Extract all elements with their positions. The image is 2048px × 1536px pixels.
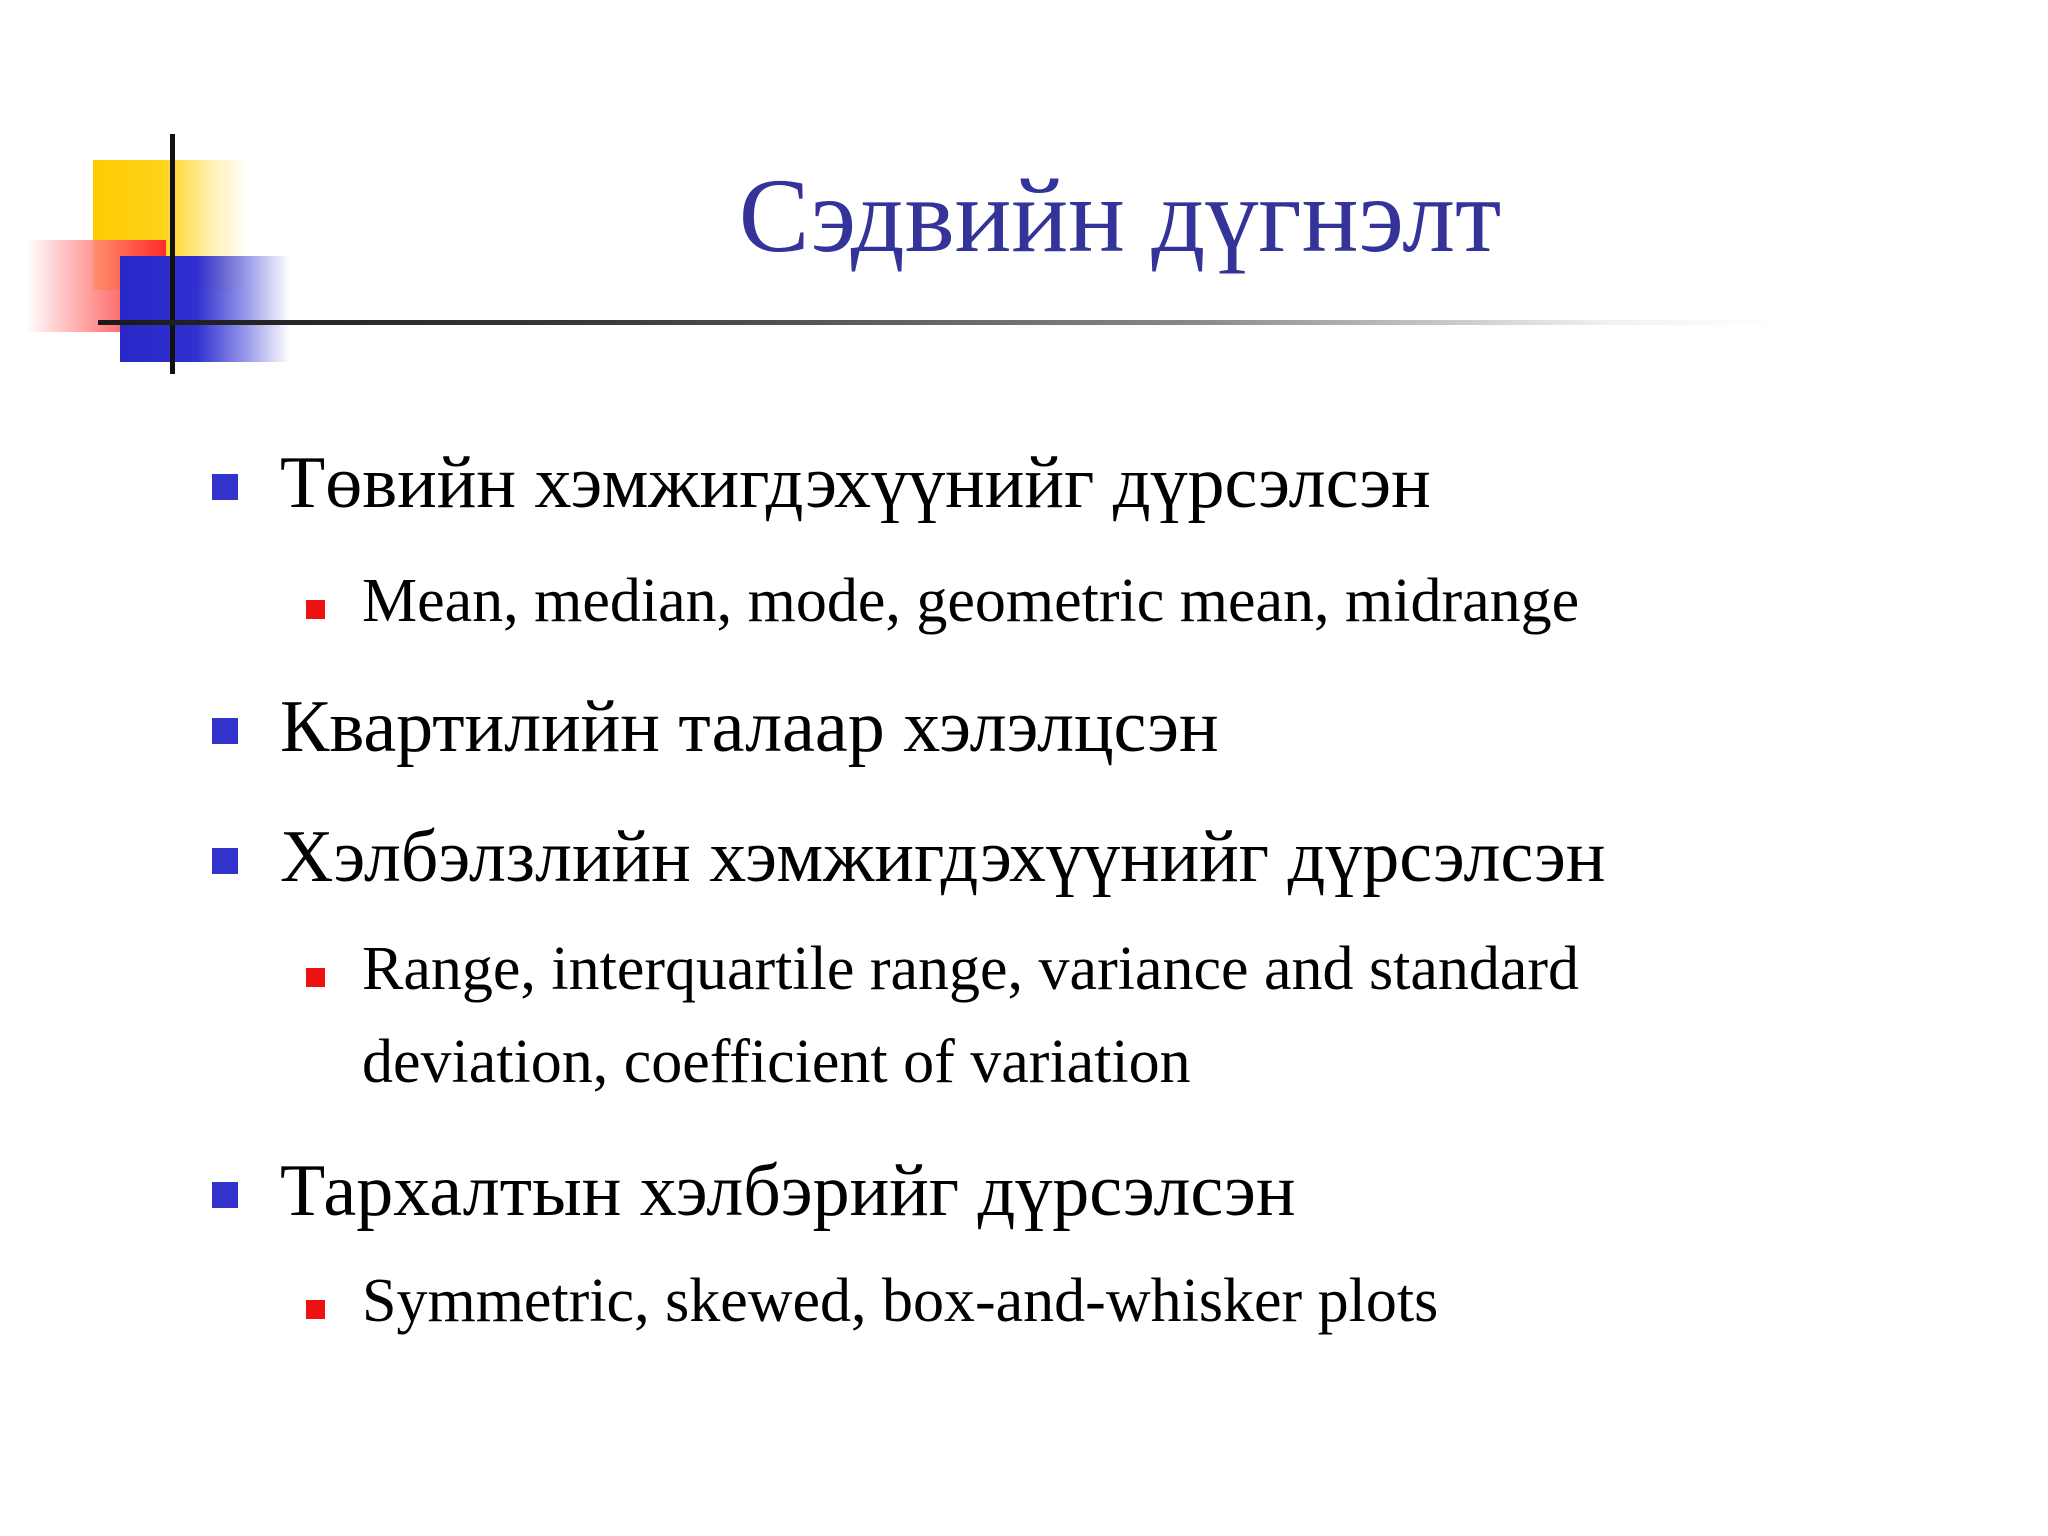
bullet-item: Хэлбэлзлийн хэмжигдэхүүнийг дүрсэлсэн <box>280 816 1606 898</box>
bullet-item: Тархалтын хэлбэрийг дүрсэлсэн <box>280 1150 1296 1232</box>
bullet-square-icon <box>212 848 238 874</box>
sub-bullet-item-continued: deviation, coefficient of variation <box>362 1028 1191 1096</box>
sub-bullet-item: Symmetric, skewed, box-and-whisker plots <box>362 1267 1439 1335</box>
sub-bullet-item: Range, interquartile range, variance and standard <box>362 935 1580 1003</box>
sub-bullet-square-icon <box>306 600 325 619</box>
bullet-item: Төвийн хэмжигдэхүүнийг дүрсэлсэн <box>280 442 1431 524</box>
bullet-square-icon <box>212 474 238 500</box>
bullet-item: Квартилийн талаар хэлэлцсэн <box>280 686 1219 768</box>
bullet-square-icon <box>212 718 238 744</box>
sub-bullet-square-icon <box>306 1300 325 1319</box>
sub-bullet-square-icon <box>306 968 325 987</box>
slide-title: Сэдвийн дүгнэлт <box>738 157 1502 274</box>
sub-bullet-item: Mean, median, mode, geometric mean, midrange <box>362 567 1580 635</box>
bullet-square-icon <box>212 1182 238 1208</box>
